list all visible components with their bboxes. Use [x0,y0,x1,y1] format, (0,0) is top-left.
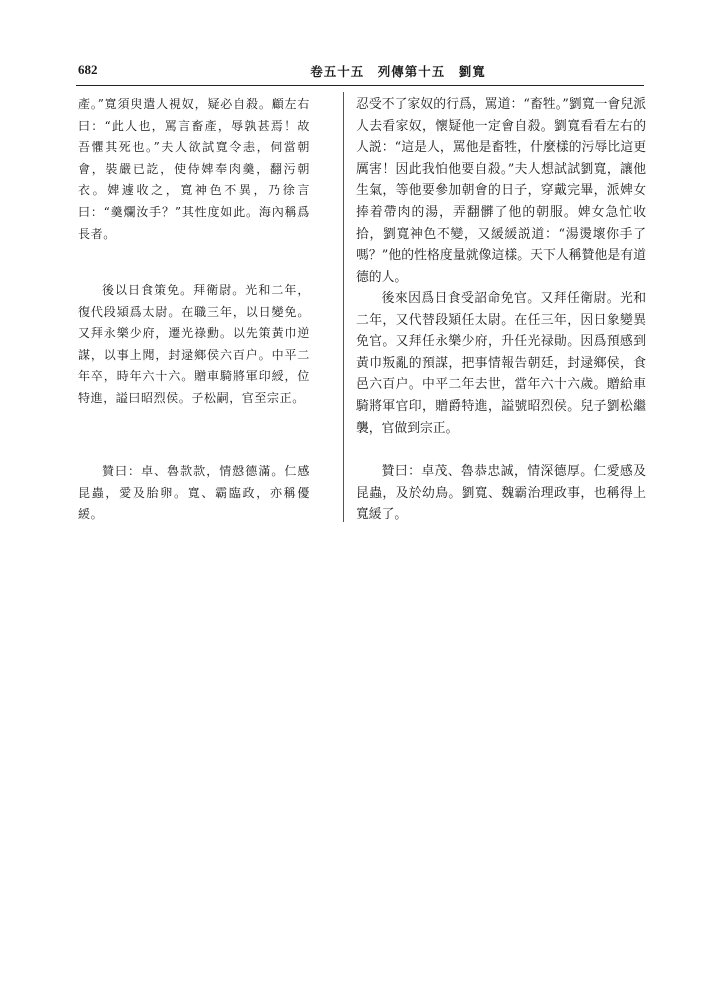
original-paragraph-1: 產。”寬須臾遣人視奴，疑必自殺。顧左右曰：“此人也，罵言畜產，辱孰甚焉！故吾懼其死也。”夫人欲試寬令恚，伺當朝會，裝嚴已訖，使侍婢奉肉羹，翻污朝衣。婢遽收之，寬神色不異，乃徐言曰：“羹爛汝手？”其性度如此。海內稱爲長者。 [78,97,310,241]
original-paragraph-2: 後以日食策免。拜衛尉。光和二年，復代段熲爲太尉。在職三年，以日變免。又拜永樂少府，遷光祿勳。以先策黃巾逆謀，以事上聞，封逯鄉侯六百户。中平二年卒，時年六十六。贈車騎將軍印綬，位特進，謚曰昭烈侯。子松嗣，官至宗正。 [78,283,310,405]
page-number: 682 [78,62,98,77]
header-rule [76,85,644,86]
original-eulogy: 贊曰：卓、魯款款，情慤德滿。仁感昆蟲，愛及胎卵。寬、霸臨政，亦稱優緩。 [78,464,310,522]
translation-paragraph-2: 後來因爲日食受詔命免官。又拜任衛尉。光和二年，又代替段熲任太尉。在任三年，因日象變異免官。又拜任永樂少府，升任光禄勛。因爲預感到黃巾叛亂的預謀，把事情報告朝廷，封逯鄉侯，食邑六百户。中平二年去世，當年六十六歲。贈給車騎將軍官印，贈爵特進，謚號昭烈侯。兒子劉松繼襲，官做到宗正。 [356,291,646,436]
translation-paragraph-1: 忍受不了家奴的行爲，罵道：“畜牲。”劉寬一會兒派人去看家奴，懷疑他一定會自殺。劉寬看看左右的人説：“這是人，罵他是畜牲，什麼樣的污辱比這更厲害！因此我怕他要自殺。”夫人想試試劉寬，讓他生氣，等他要參加朝會的日子，穿戴完畢，派婢女捧着帶肉的湯，弄翻髒了他的朝服。婢女急忙收拾，劉寬神色不變，又緩緩説道：“湯燙壞你手了嗎？”他的性格度量就像這樣。天下人稱贊他是有道德的人。 [356,97,646,285]
running-header: 卷五十五 列傳第十五 劉寬 [310,64,486,79]
translation-eulogy: 贊曰：卓茂、魯恭忠誠，情深德厚。仁愛感及昆蟲，及於幼鳥。劉寬、魏霸治理政事，也稱得上寬緩了。 [356,464,646,523]
column-divider [343,92,344,522]
